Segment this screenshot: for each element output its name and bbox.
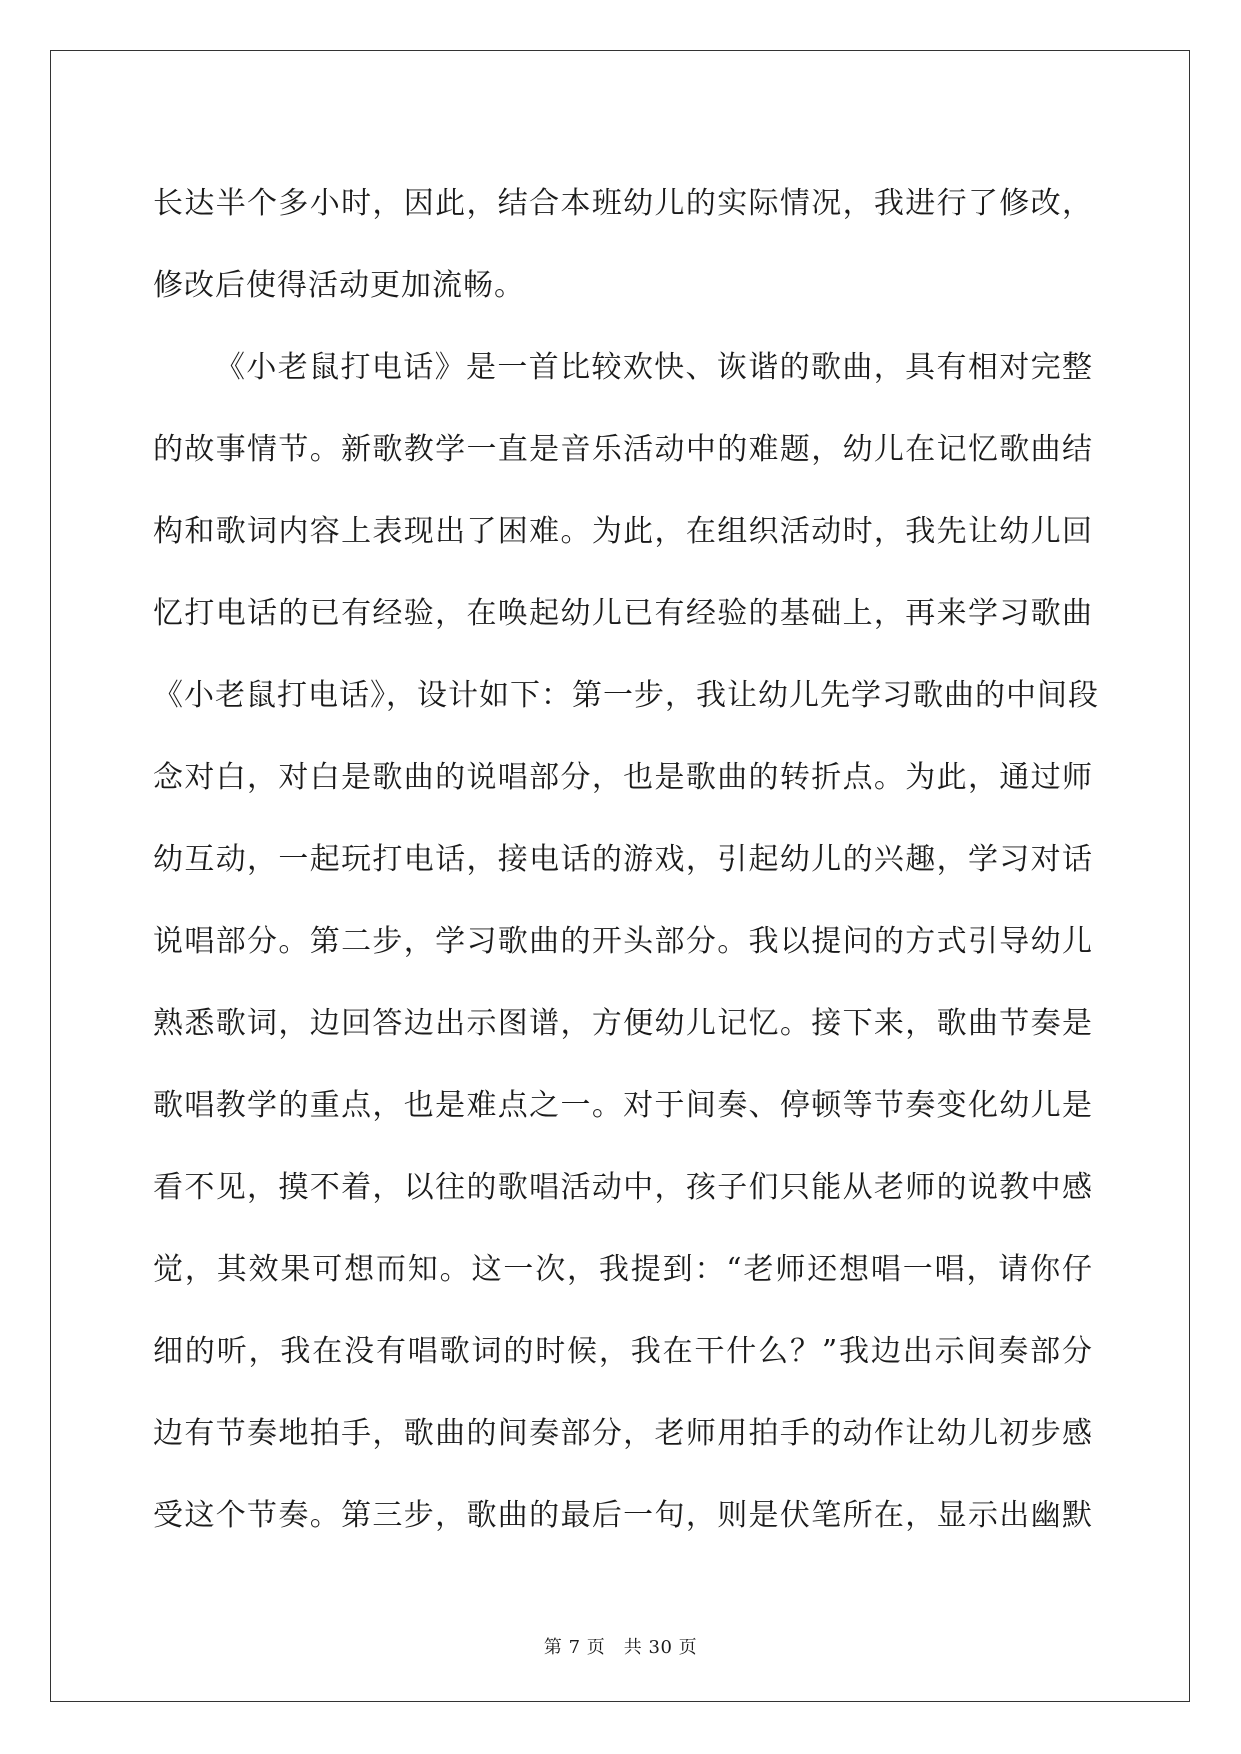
- text-line: 边有节奏地拍手，歌曲的间奏部分，老师用拍手的动作让幼儿初步感: [153, 1416, 1093, 1451]
- text-line: 《小老鼠打电话》，设计如下：第一步，我让幼儿先学习歌曲的中间段: [153, 678, 1099, 713]
- text-line: 觉，其效果可想而知。这一次，我提到：“老师还想唱一唱，请你仔: [153, 1252, 1093, 1287]
- page-number-footer: 第 7 页 共 30 页: [543, 1637, 698, 1658]
- text-line: 看不见，摸不着，以往的歌唱活动中，孩子们只能从老师的说教中感: [153, 1170, 1093, 1205]
- text-line: 的故事情节。新歌教学一直是音乐活动中的难题，幼儿在记忆歌曲结: [153, 432, 1093, 467]
- text-line: 受这个节奏。第三步，歌曲的最后一句，则是伏笔所在，显示出幽默: [153, 1498, 1093, 1533]
- text-line: 念对白，对白是歌曲的说唱部分，也是歌曲的转折点。为此，通过师: [153, 760, 1093, 795]
- text-line: 说唱部分。第二步，学习歌曲的开头部分。我以提问的方式引导幼儿: [153, 924, 1093, 959]
- text-line: 歌唱教学的重点，也是难点之一。对于间奏、停顿等节奏变化幼儿是: [153, 1088, 1093, 1123]
- text-line: 构和歌词内容上表现出了困难。为此，在组织活动时，我先让幼儿回: [153, 514, 1093, 549]
- text-line: 长达半个多小时，因此，结合本班幼儿的实际情况，我进行了修改，: [153, 186, 1093, 221]
- text-line: 熟悉歌词，边回答边出示图谱，方便幼儿记忆。接下来，歌曲节奏是: [153, 1006, 1093, 1041]
- text-line: 细的听，我在没有唱歌词的时候，我在干什么？”我边出示间奏部分: [153, 1334, 1093, 1369]
- text-line: 幼互动，一起玩打电话，接电话的游戏，引起幼儿的兴趣，学习对话: [153, 842, 1093, 877]
- text-line: 修改后使得活动更加流畅。: [153, 268, 525, 303]
- document-body: [153, 163, 1099, 1557]
- paragraph-first-line: 《小老鼠打电话》是一首比较欢快、诙谐的歌曲，具有相对完整: [215, 350, 1093, 385]
- text-line: 忆打电话的已有经验，在唤起幼儿已有经验的基础上，再来学习歌曲: [153, 596, 1093, 631]
